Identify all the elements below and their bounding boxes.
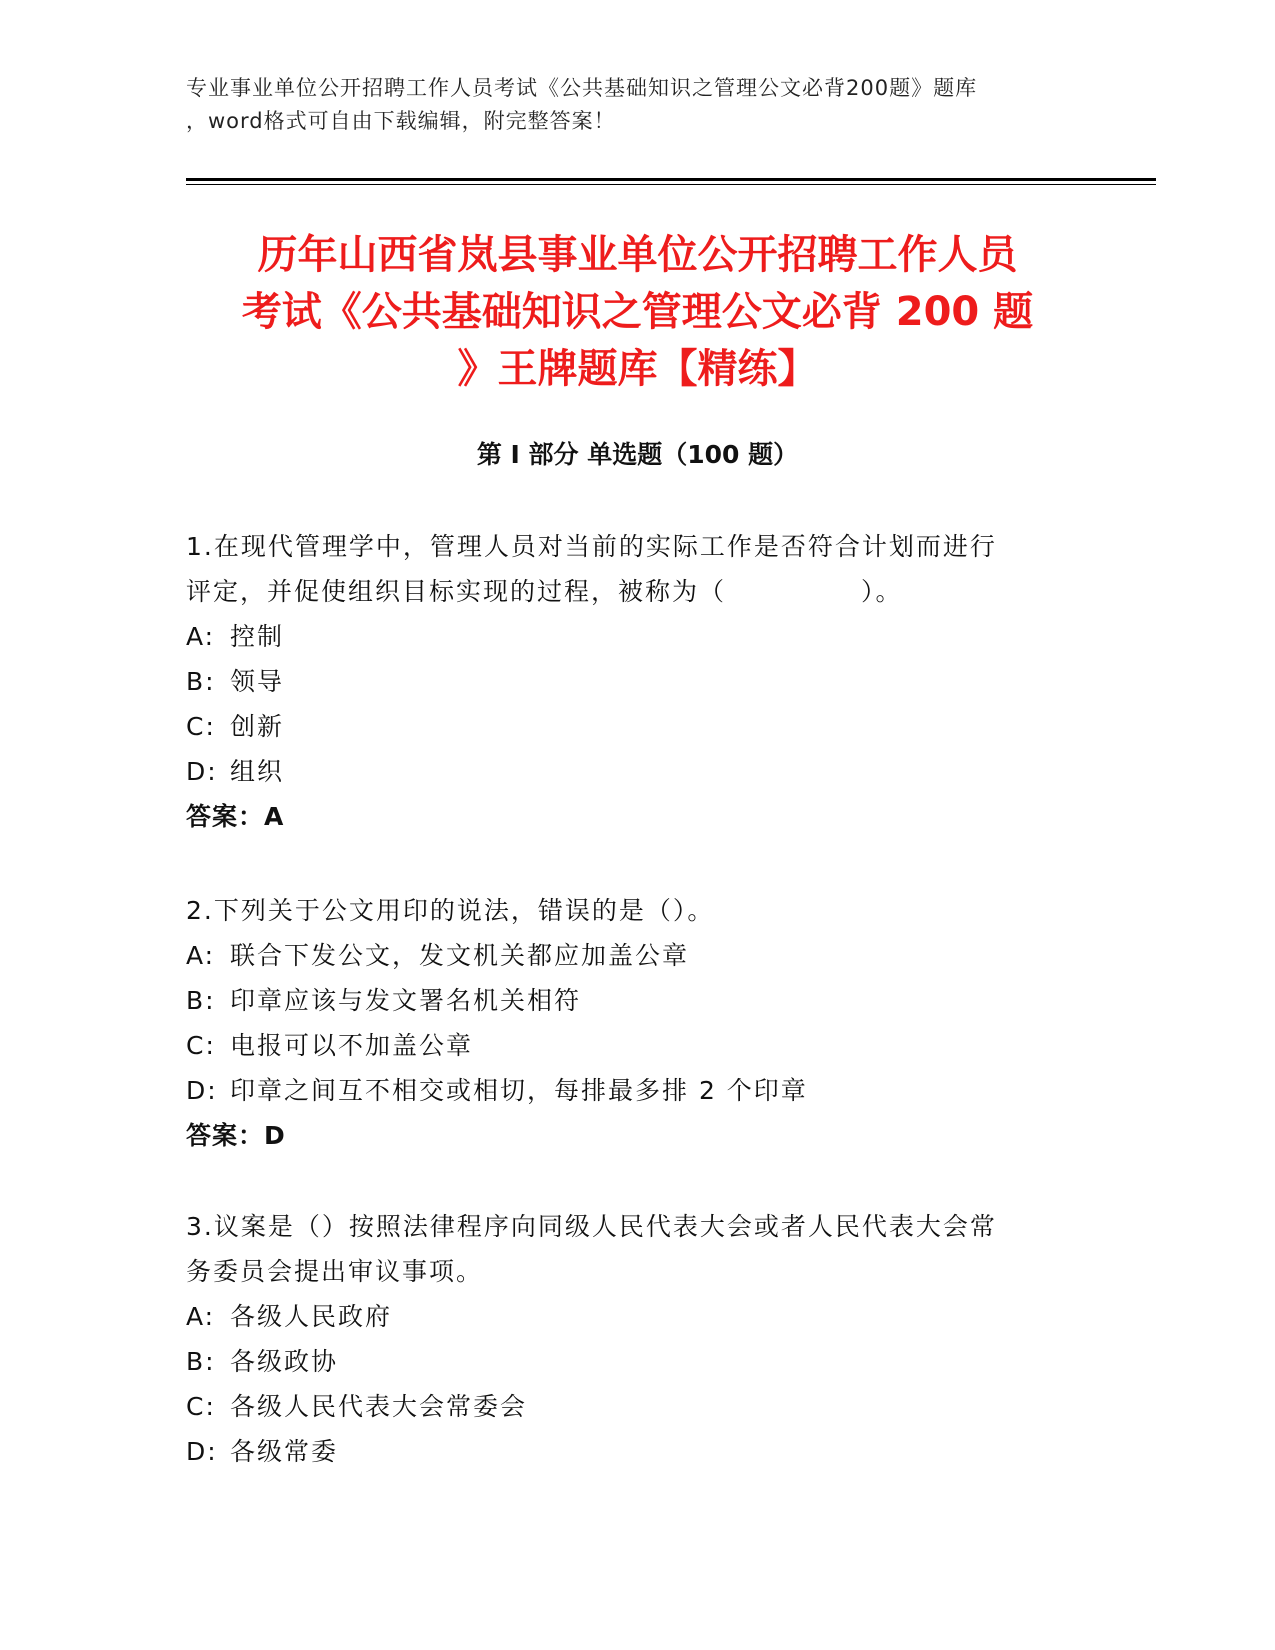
option-text: 组织 [230, 757, 285, 786]
section-title: 第 I 部分 单选题（100 题） [476, 440, 799, 469]
option-text: 创新 [230, 712, 285, 741]
question-stem-line: 1.在现代管理学中，管理人员对当前的实际工作是否符合计划而进行 [186, 532, 997, 561]
option-text: 领导 [230, 667, 285, 696]
option-a [186, 933, 1086, 978]
option-b [186, 659, 1086, 704]
option-b [186, 1339, 1086, 1384]
option-key: D: [186, 1437, 218, 1466]
option-text: 各级政协 [230, 1347, 339, 1376]
option-text: 控制 [230, 622, 285, 651]
question-stem-line: 2.下列关于公文用印的说法，错误的是（）。 [186, 896, 715, 925]
option-text: 联合下发公文，发文机关都应加盖公章 [230, 941, 690, 970]
option-key: C: [186, 1392, 216, 1421]
option-text: 电报可以不加盖公章 [230, 1031, 474, 1060]
question-stem [186, 1204, 1086, 1294]
option-c [186, 1023, 1086, 1068]
header-note-line-2: ，word格式可自由下载编辑，附完整答案！ [186, 109, 616, 133]
header-divider-thick [186, 178, 1156, 181]
option-text: 印章之间互不相交或相切，每排最多排 2 个印章 [230, 1076, 808, 1105]
header-note [186, 72, 1086, 138]
option-text: 印章应该与发文署名机关相符 [230, 986, 582, 1015]
document-title-line-3: 》王牌题库【精练】 [457, 346, 818, 392]
header-note-line-1: 专业事业单位公开招聘工作人员考试《公共基础知识之管理公文必背200题》题库 [186, 76, 978, 100]
question-stem-line: 务委员会提出审议事项。 [186, 1257, 484, 1286]
header-divider-thin [186, 184, 1156, 185]
question-2 [186, 888, 1086, 1158]
option-c [186, 1384, 1086, 1429]
option-key: C: [186, 1031, 216, 1060]
option-d [186, 1429, 1086, 1474]
option-c [186, 704, 1086, 749]
answer: 答案：D [186, 1121, 286, 1150]
option-key: D: [186, 757, 218, 786]
option-text: 各级人民代表大会常委会 [230, 1392, 528, 1421]
document-title-line-2: 考试《公共基础知识之管理公文必背 200 题 [241, 289, 1034, 335]
answer: 答案：A [186, 802, 285, 831]
option-a [186, 614, 1086, 659]
option-key: B: [186, 667, 216, 696]
document-title-line-1: 历年山西省岚县事业单位公开招聘工作人员 [257, 232, 1018, 278]
option-d [186, 749, 1086, 794]
option-key: C: [186, 712, 216, 741]
option-key: A: [186, 622, 216, 651]
option-d [186, 1068, 1086, 1113]
option-key: D: [186, 1076, 218, 1105]
option-text: 各级常委 [230, 1437, 339, 1466]
option-key: B: [186, 1347, 216, 1376]
option-key: B: [186, 986, 216, 1015]
question-3 [186, 1204, 1086, 1474]
question-1 [186, 524, 1086, 839]
option-b [186, 978, 1086, 1023]
question-stem [186, 524, 1086, 614]
document-title [150, 227, 1125, 398]
question-stem [186, 888, 1086, 933]
option-a [186, 1294, 1086, 1339]
option-key: A: [186, 941, 216, 970]
question-stem-line: 3.议案是（）按照法律程序向同级人民代表大会或者人民代表大会常 [186, 1212, 997, 1241]
question-stem-line: 评定，并促使组织目标实现的过程，被称为（ ）。 [186, 577, 903, 606]
option-text: 各级人民政府 [230, 1302, 393, 1331]
option-key: A: [186, 1302, 216, 1331]
